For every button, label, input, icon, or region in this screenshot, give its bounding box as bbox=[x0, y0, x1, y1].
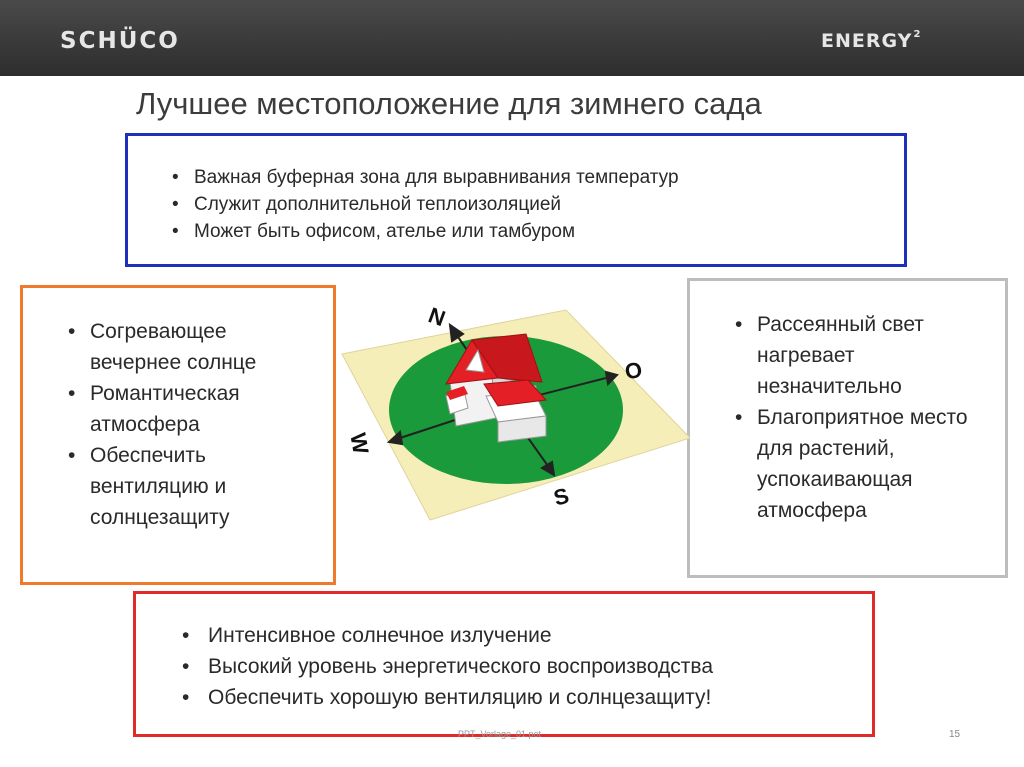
west-bullet-2: • Романтическая атмосфера bbox=[68, 378, 318, 440]
house-compass-illustration bbox=[336, 294, 690, 524]
compass-south-label: S bbox=[550, 482, 572, 511]
energy-logo bbox=[821, 30, 921, 52]
north-bullet-3: • Может быть офисом, ателье или тамбуром bbox=[172, 218, 679, 245]
north-bullet-1: • Важная буферная зона для выравнивания температур bbox=[172, 164, 679, 191]
energy-logo-text: ENERGY bbox=[821, 30, 913, 52]
west-bullet-list bbox=[68, 316, 318, 533]
east-bullet-2: • Благоприятное место для растений, успокаивающая атмосфера bbox=[735, 402, 995, 526]
footer-file-name: PPT_Vorlage_01.pot bbox=[458, 729, 542, 739]
south-bullet-1: • Интенсивное солнечное излучение bbox=[182, 620, 713, 651]
compass-west-label: W bbox=[345, 431, 374, 456]
footer-page-number: 15 bbox=[949, 729, 961, 740]
compass-north-label: N bbox=[425, 302, 449, 332]
north-bullet-2: • Служит дополнительной теплоизоляцией bbox=[172, 191, 679, 218]
east-bullet-1: • Рассеянный свет нагревает незначительно bbox=[735, 309, 995, 402]
west-bullet-3: • Обеспечить вентиляцию и солнцезащиту bbox=[68, 440, 318, 533]
east-bullet-list bbox=[735, 309, 995, 526]
slide-title: Лучшее местоположение для зимнего сада bbox=[136, 86, 762, 121]
east-info-box bbox=[687, 278, 1008, 578]
north-bullet-list bbox=[172, 164, 679, 245]
header-bar bbox=[0, 0, 1024, 76]
south-bullet-2: • Высокий уровень энергетического воспроизводства bbox=[182, 651, 713, 682]
schuco-logo: SCHÜCO bbox=[60, 28, 180, 54]
south-bullet-3: • Обеспечить хорошую вентиляцию и солнцезащиту! bbox=[182, 682, 713, 713]
compass-east-label: O bbox=[622, 356, 645, 385]
west-bullet-1: • Согревающее вечернее солнце bbox=[68, 316, 318, 378]
west-info-box bbox=[20, 285, 336, 585]
north-info-box bbox=[125, 133, 907, 267]
south-bullet-list bbox=[182, 620, 713, 713]
south-info-box bbox=[133, 591, 875, 737]
energy-logo-superscript: 2 bbox=[913, 28, 922, 40]
